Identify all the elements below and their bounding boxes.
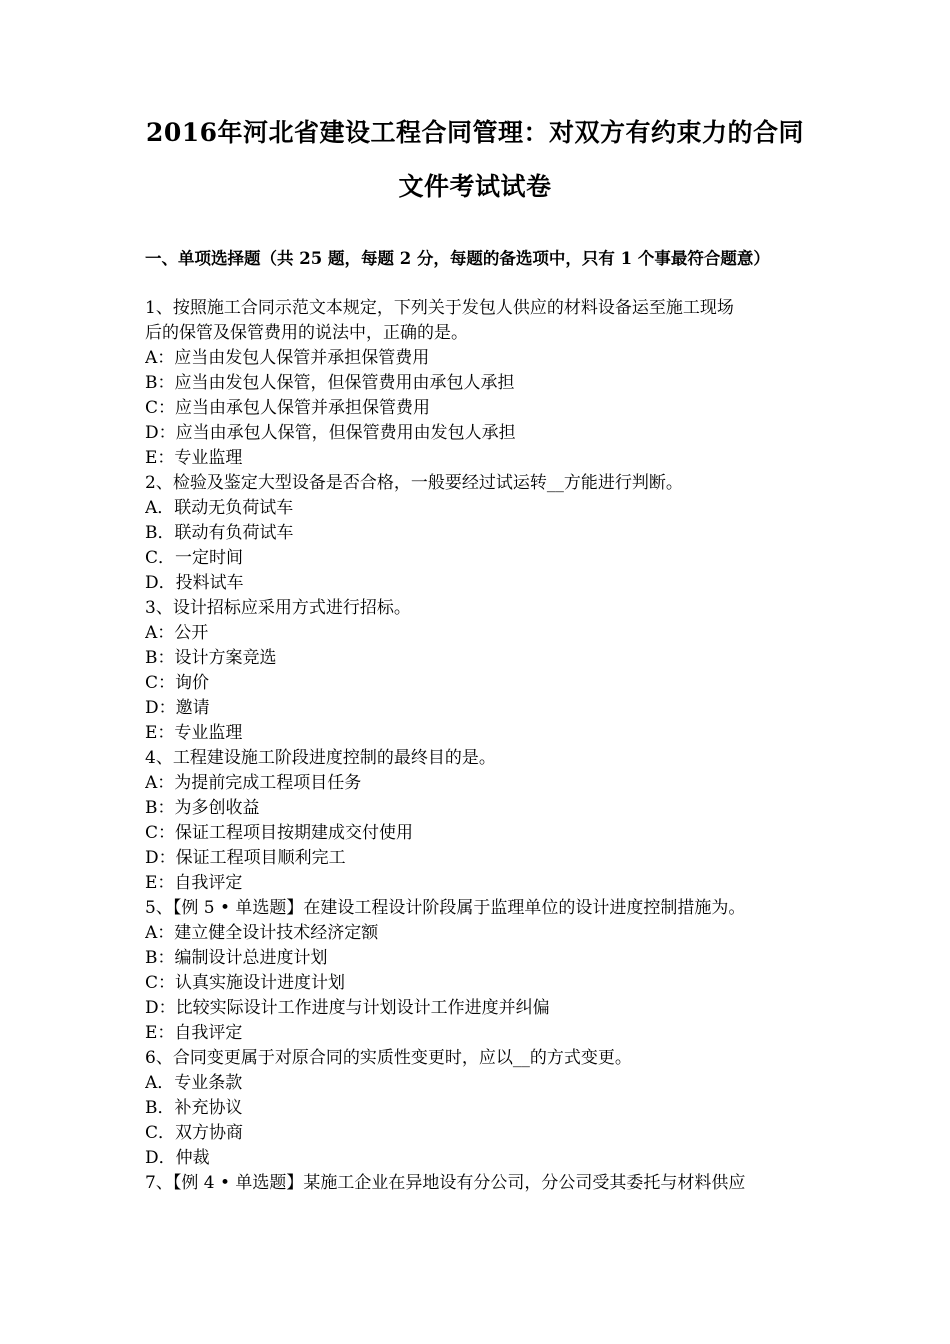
- document-title-line-1: 2016年河北省建设工程合同管理：对双方有约束力的合同: [145, 118, 805, 147]
- question-item: [145, 596, 815, 746]
- question-item: [145, 746, 815, 896]
- answer-option: E：专业监理: [145, 448, 243, 468]
- answer-option: C．双方协商: [145, 1123, 244, 1143]
- question-stem: 后的保管及保管费用的说法中，正确的是。: [145, 323, 468, 343]
- answer-option: D．投料试车: [145, 573, 244, 593]
- answer-option: E：自我评定: [145, 873, 243, 893]
- answer-option: D：保证工程项目顺利完工: [145, 848, 346, 868]
- answer-option: B：设计方案竞选: [145, 648, 277, 668]
- section-heading: 一、单项选择题（共 25 题，每题 2 分，每题的备选项中，只有 1 个事最符合题意）: [145, 249, 770, 268]
- question-item: [145, 471, 815, 596]
- answer-option: E：专业监理: [145, 723, 243, 743]
- question-stem: 6、合同变更属于对原合同的实质性变更时，应以__的方式变更。: [145, 1048, 632, 1068]
- answer-option: C．一定时间: [145, 548, 244, 568]
- answer-option: D：应当由承包人保管，但保管费用由发包人承担: [145, 423, 516, 443]
- question-stem: 1、按照施工合同示范文本规定，下列关于发包人供应的材料设备运至施工现场: [145, 298, 734, 318]
- answer-option: B．补充协议: [145, 1098, 243, 1118]
- answer-option: E：自我评定: [145, 1023, 243, 1043]
- answer-option: B：编制设计总进度计划: [145, 948, 328, 968]
- answer-option: D：邀请: [145, 698, 210, 718]
- document-title-line-2: 文件考试试卷: [398, 172, 552, 201]
- answer-option: B：为多创收益: [145, 798, 260, 818]
- answer-option: B．联动有负荷试车: [145, 523, 294, 543]
- answer-option: C：认真实施设计进度计划: [145, 973, 346, 993]
- answer-option: C：询价: [145, 673, 210, 693]
- question-stem: 5、【例 5 • 单选题】在建设工程设计阶段属于监理单位的设计进度控制措施为。: [145, 898, 746, 918]
- question-stem: 4、工程建设施工阶段进度控制的最终目的是。: [145, 748, 496, 768]
- question-stem: 7、【例 4 • 单选题】某施工企业在异地设有分公司，分公司受其委托与材料供应: [145, 1173, 746, 1193]
- answer-option: B：应当由发包人保管，但保管费用由承包人承担: [145, 373, 515, 393]
- answer-option: D．仲裁: [145, 1148, 210, 1168]
- answer-option: C：应当由承包人保管并承担保管费用: [145, 398, 431, 418]
- answer-option: A．联动无负荷试车: [145, 498, 294, 518]
- question-stem: 3、设计招标应采用方式进行招标。: [145, 598, 411, 618]
- question-item: [145, 1171, 815, 1196]
- question-item: [145, 296, 815, 471]
- answer-option: C：保证工程项目按期建成交付使用: [145, 823, 414, 843]
- question-item: [145, 1046, 815, 1171]
- answer-option: A．专业条款: [145, 1073, 243, 1093]
- answer-option: A：公开: [145, 623, 209, 643]
- answer-option: A：应当由发包人保管并承担保管费用: [145, 348, 430, 368]
- answer-option: A：建立健全设计技术经济定额: [145, 923, 379, 943]
- question-list: [145, 296, 815, 1196]
- answer-option: D：比较实际设计工作进度与计划设计工作进度并纠偏: [145, 998, 550, 1018]
- answer-option: A：为提前完成工程项目任务: [145, 773, 362, 793]
- question-item: [145, 896, 815, 1046]
- question-stem: 2、检验及鉴定大型设备是否合格，一般要经过试运转__方能进行判断。: [145, 473, 683, 493]
